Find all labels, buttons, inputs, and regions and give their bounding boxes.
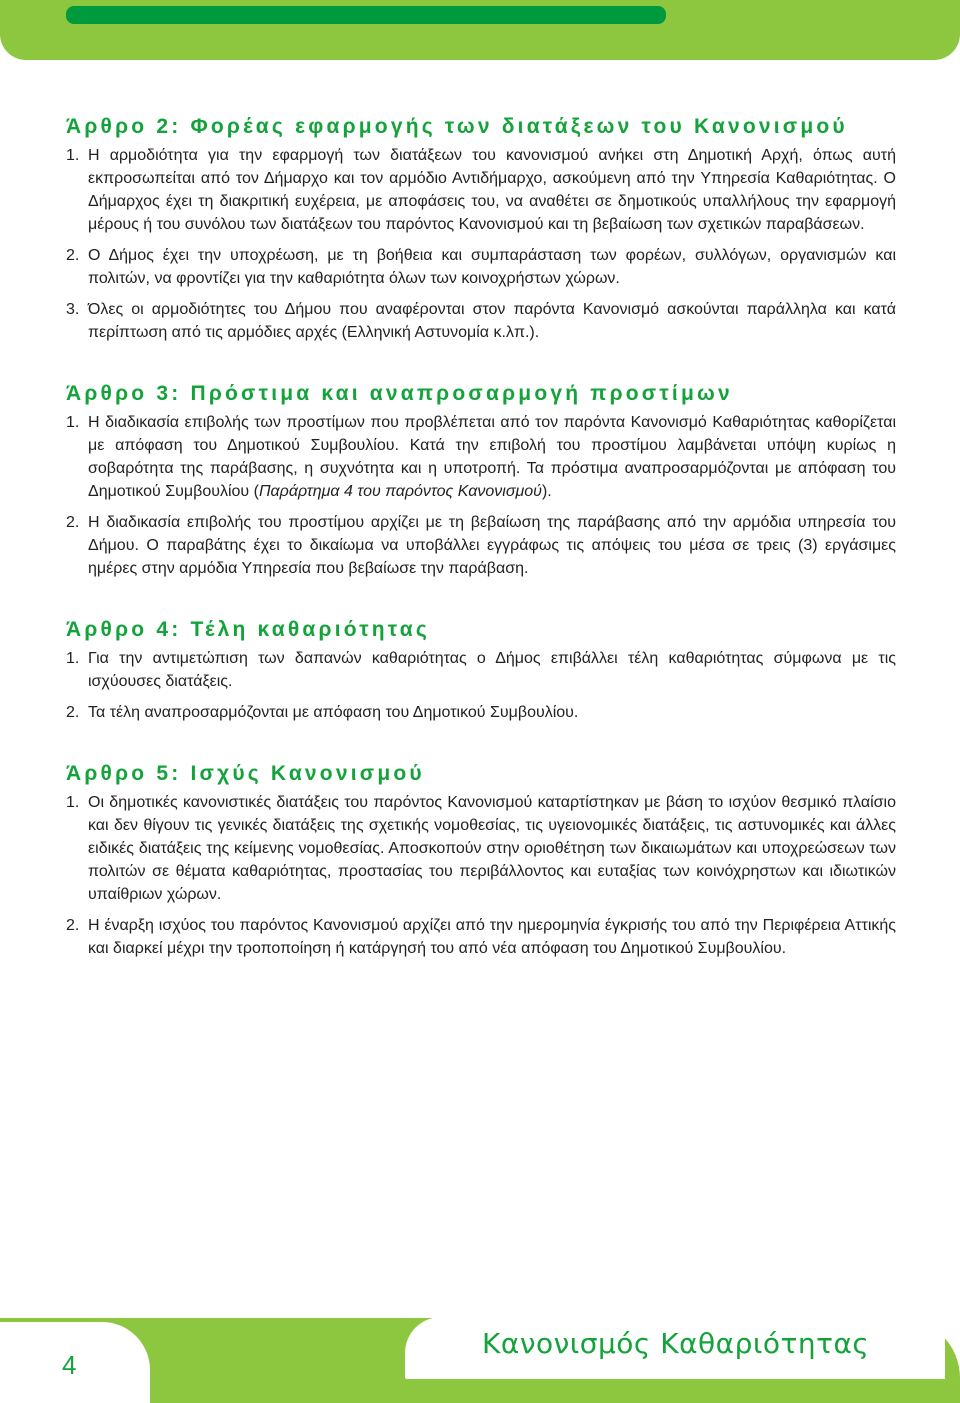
- article-3-paragraph: [66, 411, 896, 503]
- paragraph-text: Για την αντιμετώπιση των δαπανών καθαριότητας ο Δήμος επιβάλλει τέλη καθαριότητας σύμφωνα με τις ισχύουσες διατάξεις.: [88, 650, 896, 690]
- article-3-paragraph: [66, 511, 896, 580]
- article-2-paragraph: [66, 244, 896, 290]
- paragraph-number: 3.: [66, 301, 80, 318]
- article-2-title: Άρθρο 2: Φορέας εφαρμογής των διατάξεων του Κανονισμού: [66, 115, 848, 138]
- paragraph-number: 1.: [66, 147, 80, 164]
- paragraph-text: Όλες οι αρμοδιότητες του Δήμου που αναφέρονται στον παρόντα Κανονισμό ασκούνται παράλληλα και κατά περίπτωση από τις αρμόδιες αρχές (Ελληνική Αστυνομία κ.λπ.).: [88, 301, 896, 341]
- paragraph-text-end: ).: [541, 483, 552, 500]
- annex-reference: Παράρτημα 4 του παρόντος Κανονισμού: [258, 483, 542, 500]
- paragraph-number: 1.: [66, 794, 80, 811]
- paragraph-text: Η αρμοδιότητα για την εφαρμογή των διατάξεων του κανονισμού ανήκει στη Δημοτική Αρχή, όπως αυτή εκπροσωπείται από τον Δήμαρχο και τον αρμόδιο Αντιδήμαρχο, ασκούμενη από την Υπηρεσία Καθαριότητας. Ο Δήμαρχος έχει τη διακριτική ευχέρεια, με αποφάσεις του, να αναθέτει σε δημοτικούς υπαλλήλους την εφαρμογή μέρους ή του συνόλου των διατάξεων του παρόντος Κανονισμού και τη βεβαίωση των σχετικών παραβάσεων.: [88, 147, 896, 233]
- paragraph-number: 1.: [66, 650, 80, 667]
- article-2-paragraph: [66, 298, 896, 344]
- paragraph-number: 1.: [66, 414, 80, 431]
- top-inner-bar: [66, 6, 666, 24]
- paragraph-text: Ο Δήμος έχει την υποχρέωση, με τη βοήθεια και συμπαράσταση των φορέων, συλλόγων, οργανισμών και πολιτών, να φροντίζει για την καθαριότητα όλων των κοινοχρήστων χώρων.: [88, 247, 896, 287]
- paragraph-text: Οι δημοτικές κανονιστικές διατάξεις του παρόντος Κανονισμού καταρτίστηκαν με βάση το ισχύον θεσμικό πλαίσιο και δεν θίγουν τις γενικές διατάξεις της σχετικής νομοθεσίας, τις υγειονομικές διατάξεις, τις αστυνομικές και άλλες ειδικές διατάξεις της κείμενης νομοθεσίας. Αποσκοπούν στην οριοθέτηση των δικαιωμάτων και υποχρεώσεων των πολιτών σε θέματα καθαριότητας, προστασίας του περιβάλλοντος και ευταξίας των κοινόχρηστων και ιδιωτικών υπαίθριων χώρων.: [88, 794, 896, 903]
- article-5-title: Άρθρο 5: Ισχύς Κανονισμού: [66, 762, 425, 785]
- paragraph-text: Η διαδικασία επιβολής των προστίμων που προβλέπεται από τον παρόντα Κανονισμό Καθαριότητας καθορίζεται με απόφαση του Δημοτικού Συμβουλίου. Κατά την επιβολή του προστίμου λαμβάνεται υπόψη κυρίως η σοβαρότητα της παράβασης, η συχνότητα και η υποτροπή. Τα πρόστιμα αναπροσαρμόζονται με απόφαση του Δημοτικού Συμβουλίου (: [88, 414, 896, 500]
- article-2-paragraph: [66, 144, 896, 236]
- paragraph-number: 2.: [66, 247, 80, 264]
- paragraph-text: Η έναρξη ισχύος του παρόντος Κανονισμού αρχίζει από την ημερομηνία έγκρισής του από την Περιφέρεια Αττικής και διαρκεί μέχρι την τροποποίηση ή κατάργησή του από νέα απόφαση του Δημοτικού Συμβουλίου.: [88, 917, 896, 957]
- paragraph-number: 2.: [66, 704, 80, 721]
- article-5-paragraph: [66, 914, 896, 960]
- document-title: Κανονισμός Καθαριότητας: [482, 1327, 870, 1360]
- paragraph-text: Τα τέλη αναπροσαρμόζονται με απόφαση του Δημοτικού Συμβουλίου.: [88, 704, 579, 721]
- article-4-title: Άρθρο 4: Τέλη καθαριότητας: [66, 618, 431, 641]
- paragraph-number: 2.: [66, 514, 80, 531]
- article-3-title: Άρθρο 3: Πρόστιμα και αναπροσαρμογή προστίμων: [66, 382, 733, 405]
- document-body: [66, 113, 896, 960]
- top-decorative-band: [0, 0, 960, 60]
- article-4-paragraph: [66, 647, 896, 693]
- article-4-paragraph: [66, 701, 896, 724]
- page-number: 4: [62, 1350, 77, 1380]
- paragraph-text: Η διαδικασία επιβολής του προστίμου αρχίζει με τη βεβαίωση της παράβασης από την αρμόδια υπηρεσία του Δήμου. Ο παραβάτης έχει το δικαίωμα να υποβάλλει εγγράφως τις απόψεις του μέσα σε τρεις (3) εργάσιμες ημέρες στην αρμόδια Υπηρεσία που βεβαίωσε την παράβαση.: [88, 514, 896, 577]
- paragraph-number: 2.: [66, 917, 80, 934]
- article-5-paragraph: [66, 791, 896, 906]
